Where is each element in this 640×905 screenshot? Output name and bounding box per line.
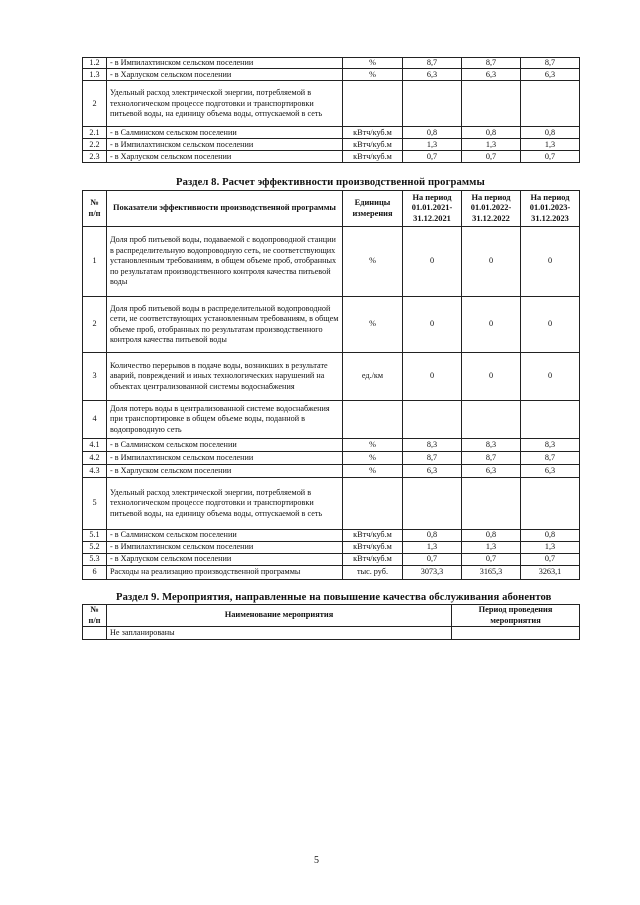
- cell-num: 2.1: [83, 127, 107, 139]
- header-period-2022: На период 01.01.2022- 31.12.2022: [462, 191, 521, 227]
- cell-value-2023: 0: [521, 297, 580, 353]
- cell-value-2022: 6,3: [462, 69, 521, 81]
- cell-num: 2.3: [83, 151, 107, 163]
- cell-value-2023: 0,8: [521, 530, 580, 542]
- cell-indicator-name: - в Импилахтинском сельском поселении: [107, 58, 343, 69]
- table-row: [83, 297, 580, 353]
- cell-indicator-name: Расходы на реализацию производственной программы: [107, 566, 343, 580]
- cell-unit: [343, 401, 403, 439]
- table-row: [83, 566, 580, 580]
- cell-indicator-name: - в Импилахтинском сельском поселении: [107, 452, 343, 465]
- cell-value-2022: 8,7: [462, 58, 521, 69]
- cell-unit: кВтч/куб.м: [343, 554, 403, 566]
- cell-indicator-name: - в Харлуском сельском поселении: [107, 554, 343, 566]
- cell-indicator-name: Удельный расход электрической энергии, потребляемой в технологическом процессе подготовки и транспортировки питьевой воды, на единицу объема воды, отпускаемой в сеть: [107, 81, 343, 127]
- cell-value-2021: 1,3: [403, 139, 462, 151]
- cell-num: 5.2: [83, 542, 107, 554]
- table-row: [83, 554, 580, 566]
- cell-indicator-name: - в Салминском сельском поселении: [107, 439, 343, 452]
- cell-value-2021: 8,3: [403, 439, 462, 452]
- cell-value-2023: 8,7: [521, 58, 580, 69]
- header-num: № п/п: [83, 605, 107, 627]
- service-quality-measures-table: [82, 604, 580, 640]
- table-row: [83, 401, 580, 439]
- cell-value-2021: 0: [403, 353, 462, 401]
- table-row: [83, 127, 580, 139]
- cell-value-2023: 6,3: [521, 465, 580, 478]
- cell-num: 1.2: [83, 58, 107, 69]
- cell-indicator-name: - в Харлуском сельском поселении: [107, 151, 343, 163]
- cell-value-2023: 0,7: [521, 554, 580, 566]
- table-row: [83, 465, 580, 478]
- table-row: [83, 452, 580, 465]
- cell-value-2022: 0,8: [462, 530, 521, 542]
- cell-period: [452, 627, 580, 640]
- cell-indicator-name: Доля проб питьевой воды, подаваемой с водопроводной станции в распределительную водопроводную сеть, не соответствующих установленным требованиям, в общем объеме проб, отобранных по результатам производственного контроля качества питьевой воды: [107, 227, 343, 297]
- table-row: [83, 478, 580, 530]
- cell-unit: [343, 478, 403, 530]
- cell-num: 5: [83, 478, 107, 530]
- header-period-2023: На период 01.01.2023- 31.12.2023: [521, 191, 580, 227]
- table-row: [83, 227, 580, 297]
- cell-num: 6: [83, 566, 107, 580]
- cell-value-2022: 0,7: [462, 554, 521, 566]
- cell-unit: тыс. руб.: [343, 566, 403, 580]
- cell-value-2022: 0: [462, 353, 521, 401]
- cell-indicator-name: Доля потерь воды в централизованной системе водоснабжения при транспортировке в общем объеме воды, поданной в водопроводную сеть: [107, 401, 343, 439]
- cell-num: 2: [83, 81, 107, 127]
- header-period: Период проведения мероприятия: [452, 605, 580, 627]
- cell-value-2022: 3165,3: [462, 566, 521, 580]
- cell-num: 4.1: [83, 439, 107, 452]
- efficiency-calculation-table: [82, 190, 580, 580]
- cell-value-2021: 0,7: [403, 554, 462, 566]
- cell-value-2022: 0,7: [462, 151, 521, 163]
- cell-value-2022: 8,7: [462, 452, 521, 465]
- cell-unit: кВтч/куб.м: [343, 151, 403, 163]
- cell-num: 4.2: [83, 452, 107, 465]
- cell-unit: кВтч/куб.м: [343, 139, 403, 151]
- cell-value-2021: 6,3: [403, 465, 462, 478]
- cell-value-2023: 0,7: [521, 151, 580, 163]
- cell-value-2021: 0,8: [403, 530, 462, 542]
- table-header-row: [83, 605, 580, 627]
- cell-indicator-name: - в Импилахтинском сельском поселении: [107, 542, 343, 554]
- cell-measure-name: Не запланированы: [107, 627, 452, 640]
- cell-value-2022: 8,3: [462, 439, 521, 452]
- cell-value-2023: 1,3: [521, 542, 580, 554]
- cell-unit: %: [343, 452, 403, 465]
- cell-value-2023: 8,3: [521, 439, 580, 452]
- cell-num: 4.3: [83, 465, 107, 478]
- table-row: [83, 439, 580, 452]
- cell-value-2021: 0,7: [403, 151, 462, 163]
- table-row: [83, 139, 580, 151]
- table-row: [83, 542, 580, 554]
- cell-num: 5.1: [83, 530, 107, 542]
- cell-value-2023: 1,3: [521, 139, 580, 151]
- cell-value-2021: [403, 81, 462, 127]
- cell-num: 1.3: [83, 69, 107, 81]
- cell-unit: ед./км: [343, 353, 403, 401]
- cell-value-2023: 8,7: [521, 452, 580, 465]
- cell-indicator-name: Количество перерывов в подаче воды, возникших в результате аварий, повреждений и иных технологических нарушений на объектах централизованной системы водоснабжения: [107, 353, 343, 401]
- cell-value-2022: [462, 81, 521, 127]
- table-row: [83, 81, 580, 127]
- cell-indicator-name: - в Харлуском сельском поселении: [107, 69, 343, 81]
- table-row: [83, 151, 580, 163]
- cell-value-2021: 0: [403, 297, 462, 353]
- cell-value-2021: 6,3: [403, 69, 462, 81]
- cell-unit: кВтч/куб.м: [343, 530, 403, 542]
- cell-value-2023: 6,3: [521, 69, 580, 81]
- table-row: [83, 627, 580, 640]
- cell-value-2022: 1,3: [462, 542, 521, 554]
- header-measure-name: Наименование мероприятия: [107, 605, 452, 627]
- cell-unit: %: [343, 297, 403, 353]
- cell-num: [83, 627, 107, 640]
- table-header-row: [83, 191, 580, 227]
- cell-num: 2: [83, 297, 107, 353]
- cell-value-2023: 3263,1: [521, 566, 580, 580]
- table-row: [83, 530, 580, 542]
- cell-indicator-name: - в Салминском сельском поселении: [107, 530, 343, 542]
- header-num: № п/п: [83, 191, 107, 227]
- table-row: [83, 58, 580, 69]
- cell-num: 1: [83, 227, 107, 297]
- cell-value-2022: 0,8: [462, 127, 521, 139]
- efficiency-continuation-table: [82, 57, 580, 163]
- header-indicator: Показатели эффективности производственной программы: [107, 191, 343, 227]
- cell-value-2022: 1,3: [462, 139, 521, 151]
- cell-num: 5.3: [83, 554, 107, 566]
- cell-value-2022: 0: [462, 227, 521, 297]
- cell-value-2023: 0: [521, 353, 580, 401]
- cell-value-2023: [521, 478, 580, 530]
- cell-value-2021: 8,7: [403, 452, 462, 465]
- cell-indicator-name: - в Харлуском сельском поселении: [107, 465, 343, 478]
- cell-value-2022: [462, 401, 521, 439]
- cell-unit: %: [343, 58, 403, 69]
- section-8-title: Раздел 8. Расчет эффективности производственной программы: [176, 177, 485, 188]
- page-number: 5: [314, 855, 319, 866]
- cell-value-2023: 0: [521, 227, 580, 297]
- cell-indicator-name: - в Импилахтинском сельском поселении: [107, 139, 343, 151]
- cell-num: 3: [83, 353, 107, 401]
- header-period-2021: На период 01.01.2021- 31.12.2021: [403, 191, 462, 227]
- cell-indicator-name: Удельный расход электрической энергии, потребляемой в технологическом процессе подготовки и транспортировки питьевой воды, на единицу объема воды, отпускаемой в сеть: [107, 478, 343, 530]
- cell-num: 2.2: [83, 139, 107, 151]
- table-row: [83, 69, 580, 81]
- cell-value-2021: [403, 478, 462, 530]
- cell-value-2022: 6,3: [462, 465, 521, 478]
- cell-unit: кВтч/куб.м: [343, 542, 403, 554]
- cell-value-2022: [462, 478, 521, 530]
- cell-value-2021: 0,8: [403, 127, 462, 139]
- header-unit: Единицы измерения: [343, 191, 403, 227]
- cell-value-2023: [521, 401, 580, 439]
- cell-indicator-name: Доля проб питьевой воды в распределительной водопроводной сети, не соответствующих установленным требованиям, в общем объеме проб, отобранных по результатам производственного контроля качества питьевой воды: [107, 297, 343, 353]
- table-row: [83, 353, 580, 401]
- cell-value-2021: 1,3: [403, 542, 462, 554]
- cell-unit: [343, 81, 403, 127]
- cell-value-2021: 3073,3: [403, 566, 462, 580]
- cell-indicator-name: - в Салминском сельском поселении: [107, 127, 343, 139]
- cell-num: 4: [83, 401, 107, 439]
- cell-unit: %: [343, 227, 403, 297]
- cell-unit: %: [343, 69, 403, 81]
- cell-unit: кВтч/куб.м: [343, 127, 403, 139]
- cell-value-2023: 0,8: [521, 127, 580, 139]
- cell-value-2021: 8,7: [403, 58, 462, 69]
- cell-value-2022: 0: [462, 297, 521, 353]
- cell-value-2021: [403, 401, 462, 439]
- cell-value-2021: 0: [403, 227, 462, 297]
- cell-unit: %: [343, 439, 403, 452]
- section-9-title: Раздел 9. Мероприятия, направленные на повышение качества обслуживания абонентов: [116, 592, 552, 603]
- cell-value-2023: [521, 81, 580, 127]
- cell-unit: %: [343, 465, 403, 478]
